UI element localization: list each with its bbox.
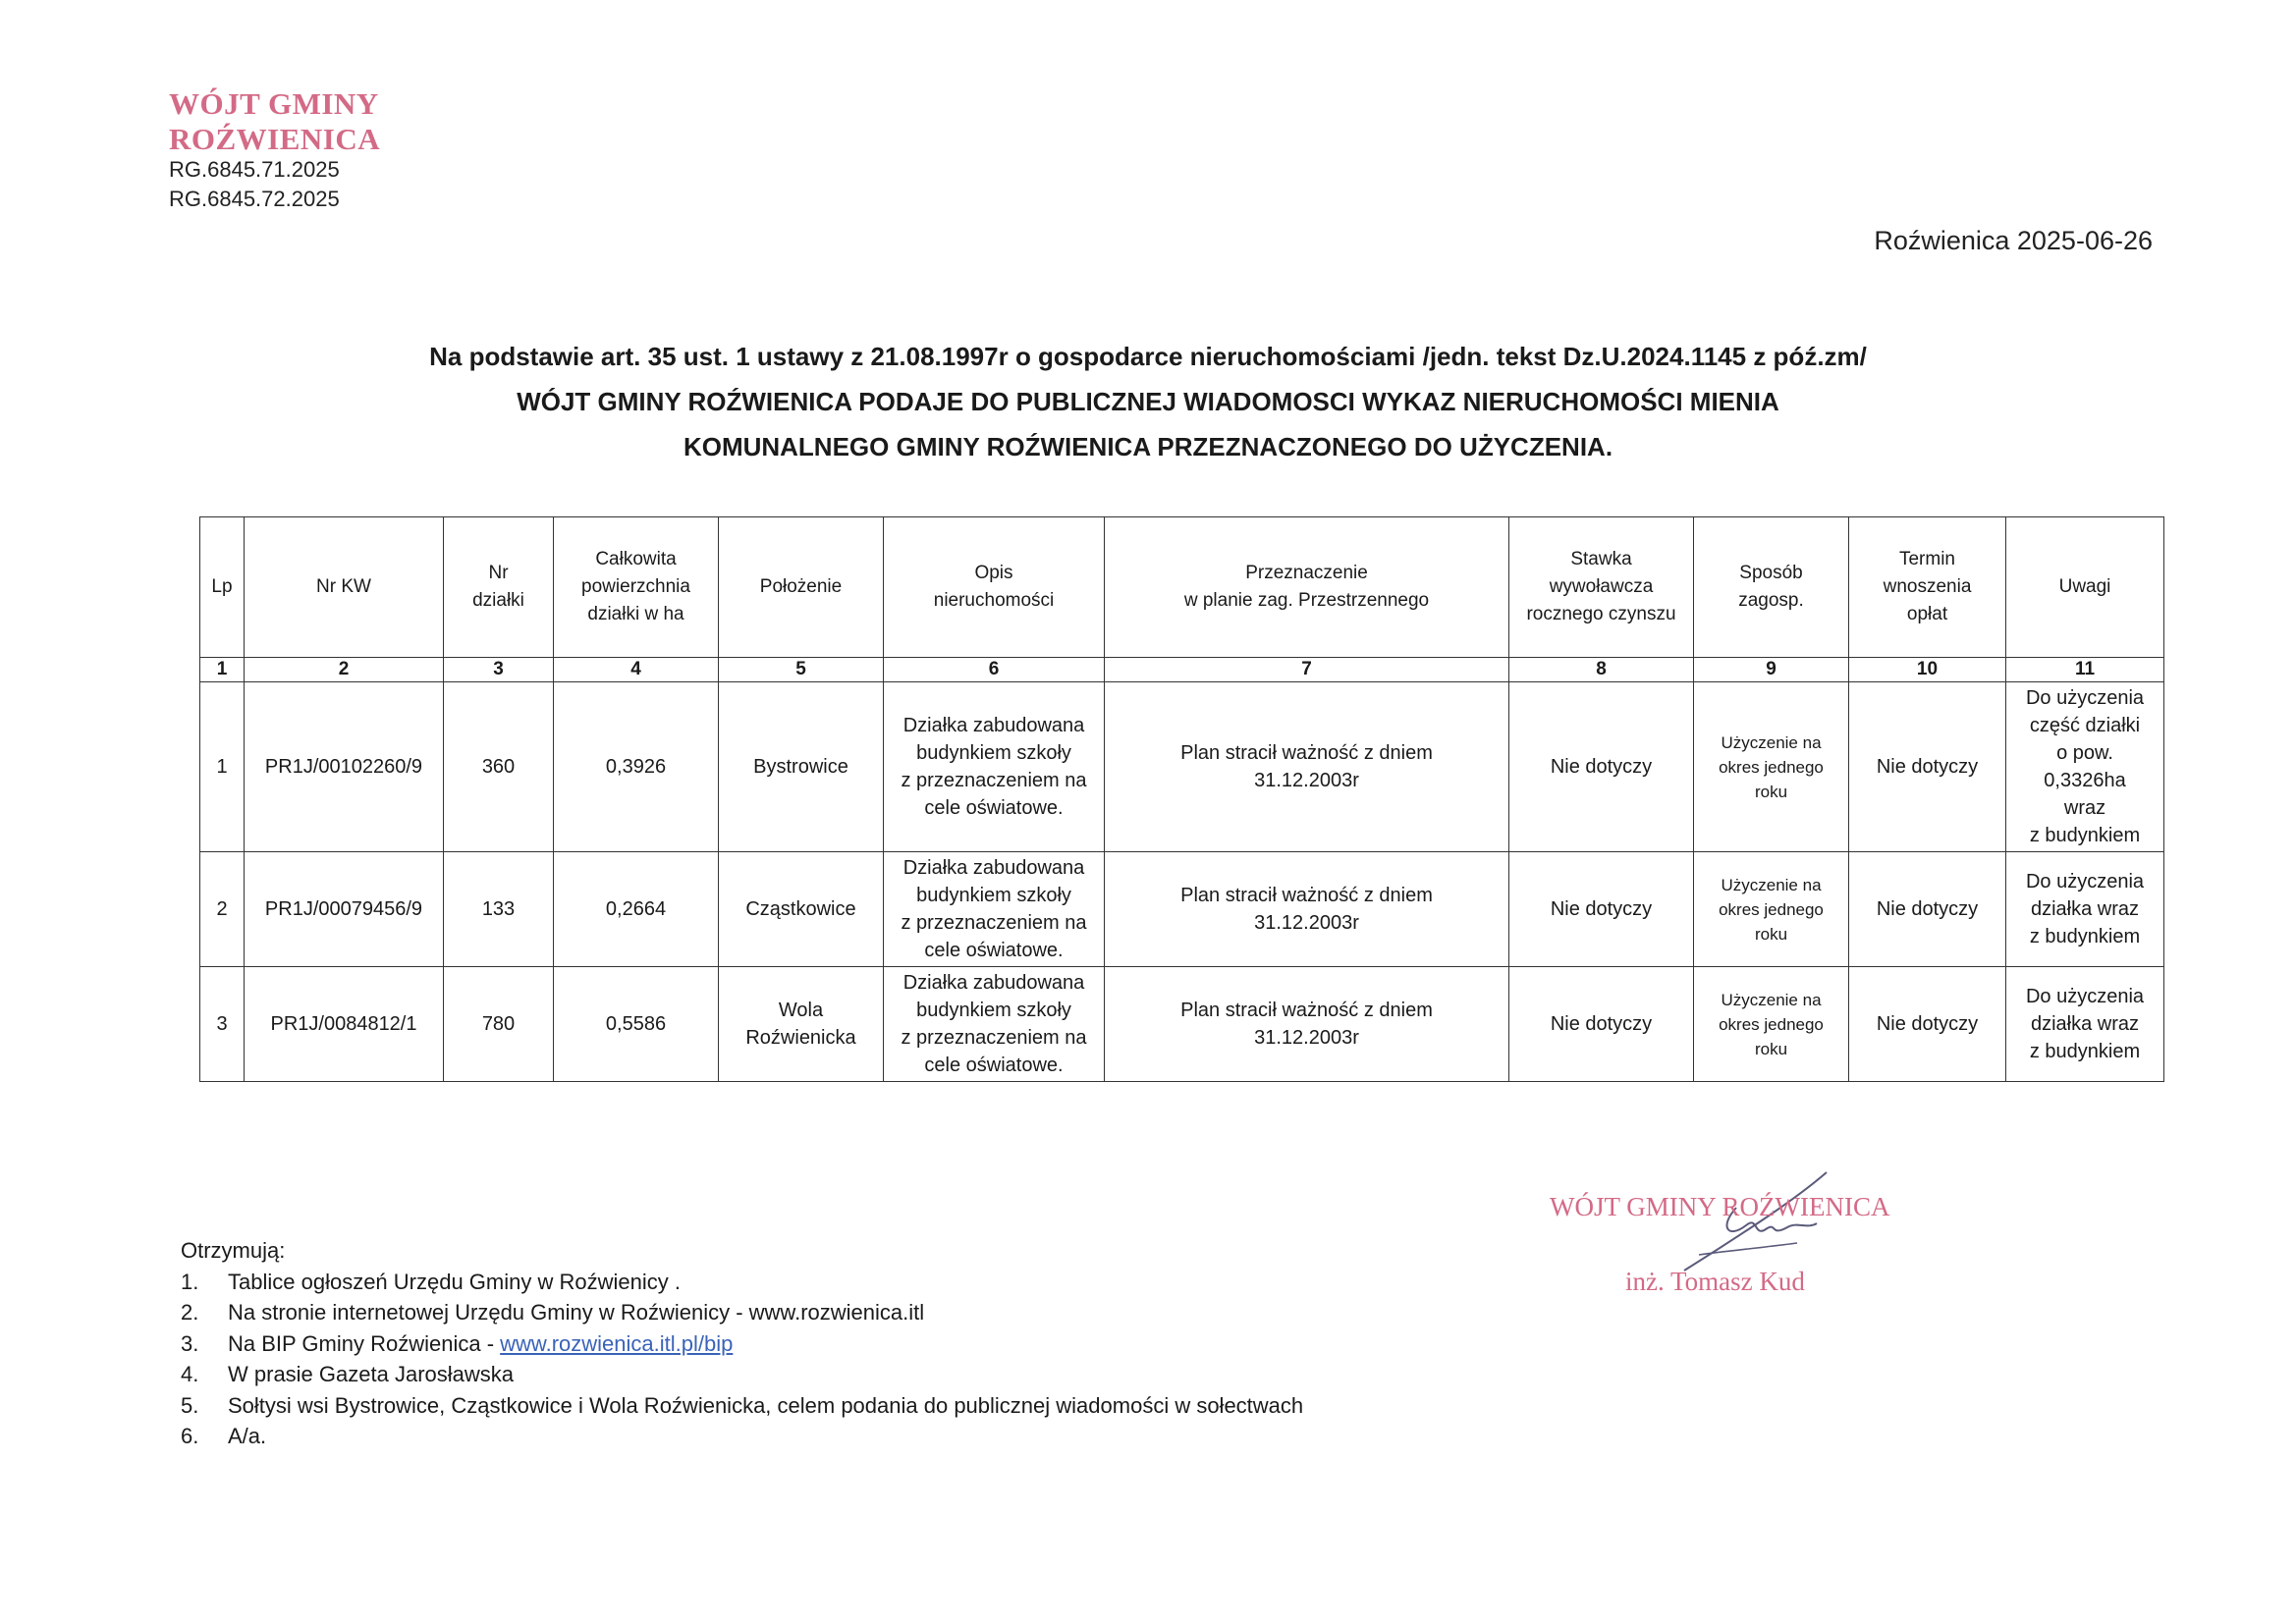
cell-line: budynkiem szkoły: [916, 885, 1071, 906]
cell-line: Stawka: [1570, 549, 1632, 569]
cell-line: okres jednego: [1719, 757, 1824, 777]
cell-lp: [200, 967, 245, 1082]
list-item-text: W prasie Gazeta Jarosławska: [228, 1362, 514, 1386]
cell-termin: [1849, 967, 2006, 1082]
cell-line: Uwagi: [2058, 576, 2111, 597]
cell-line: w planie zag. Przestrzennego: [1183, 590, 1430, 611]
cell-line: PR1J/00102260/9: [264, 756, 423, 778]
cell-line: 133: [481, 898, 516, 920]
column-header: [884, 517, 1105, 658]
cell-line: Plan stracił ważność z dniem: [1180, 1000, 1433, 1021]
cell-przeznaczenie: [1105, 852, 1509, 967]
list-item-number: 5.: [181, 1392, 199, 1418]
office-stamp: [169, 86, 424, 157]
cell-przeznaczenie: [1105, 682, 1509, 852]
cell-line: 0,2664: [605, 898, 667, 920]
cell-line: roku: [1754, 782, 1788, 801]
cell-line: Całkowita: [595, 549, 677, 569]
cell-line: wywoławcza: [1549, 576, 1654, 597]
cell-nr-dzialki: [444, 852, 554, 967]
table-header-row: [200, 517, 2164, 658]
stamp-line-2: ROŹWIENICA: [169, 122, 381, 156]
cell-line: Bystrowice: [753, 756, 848, 778]
cell-line: Przeznaczenie: [1245, 563, 1368, 583]
cell-line: 0,3926: [605, 756, 667, 778]
cell-line: 360: [481, 756, 516, 778]
list-item: [181, 1421, 1303, 1452]
column-number: 11: [2006, 658, 2164, 682]
table-row: [200, 967, 2164, 1082]
cell-nr-kw: [245, 967, 444, 1082]
column-number: 3: [444, 658, 554, 682]
cell-przeznaczenie: [1105, 967, 1509, 1082]
column-number: 8: [1509, 658, 1694, 682]
list-item-number: 4.: [181, 1362, 199, 1386]
cell-stawka: [1509, 682, 1694, 852]
cell-polozenie: [719, 682, 884, 852]
cell-line: Nie dotyczy: [1550, 898, 1653, 920]
cell-opis: [884, 682, 1105, 852]
cell-polozenie: [719, 852, 884, 967]
cell-line: Wola: [778, 1000, 824, 1021]
cell-termin: [1849, 852, 2006, 967]
cell-nr-dzialki: [444, 682, 554, 852]
cell-sposob: [1694, 682, 1849, 852]
cell-line: działki w ha: [587, 604, 684, 624]
cell-lp: [200, 682, 245, 852]
case-number: RG.6845.72.2025: [169, 187, 340, 211]
column-header: [1694, 517, 1849, 658]
cell-line: powierzchnia: [581, 576, 690, 597]
column-number: 10: [1849, 658, 2006, 682]
cell-opis: [884, 967, 1105, 1082]
cell-nr-kw: [245, 682, 444, 852]
list-item: [181, 1328, 1303, 1360]
cell-uwagi: [2006, 852, 2164, 967]
heading-line-2: WÓJT GMINY ROŹWIENICA PODAJE DO PUBLICZNEJ WIADOMOSCI WYKAZ NIERUCHOMOŚCI MIENIA: [517, 387, 1779, 416]
cell-line: wnoszenia: [1883, 576, 1972, 597]
cell-line: Działka zabudowana: [902, 972, 1085, 994]
cell-line: działki: [472, 590, 524, 611]
cell-line: Działka zabudowana: [902, 857, 1085, 879]
cell-sposob: [1694, 852, 1849, 967]
list-item-text: Sołtysi wsi Bystrowice, Cząstkowice i Wola Roźwienicka, celem podania do publicznej wiadomości w sołectwach: [228, 1392, 1304, 1418]
cell-line: Działka zabudowana: [902, 715, 1085, 736]
cell-line: roku: [1754, 1039, 1788, 1058]
heading-line-1: Na podstawie art. 35 ust. 1 ustawy z 21.08.1997r o gospodarce nieruchomościami /jedn. tekst Dz.U.2024.1145 z póź.zm/: [429, 342, 1867, 371]
cell-line: Użyczenie na: [1721, 875, 1822, 894]
cell-line: zagosp.: [1738, 590, 1804, 611]
cell-powierzchnia: [554, 967, 719, 1082]
recipients-list: [181, 1267, 1303, 1452]
cell-line: Położenie: [759, 576, 843, 597]
cell-line: Lp: [211, 576, 233, 597]
list-item: [181, 1267, 1303, 1298]
cell-line: 31.12.2003r: [1254, 912, 1359, 934]
list-item: [181, 1390, 1303, 1422]
cell-line: 780: [481, 1013, 516, 1035]
property-table: [199, 516, 2164, 1082]
place-date: Roźwienica 2025-06-26: [1874, 226, 2153, 255]
cell-line: roku: [1754, 924, 1788, 944]
cell-line: z przeznaczeniem na: [901, 770, 1087, 791]
cell-line: Sposób: [1739, 563, 1803, 583]
cell-line: Plan stracił ważność z dniem: [1180, 885, 1433, 906]
cell-line: Nie dotyczy: [1876, 756, 1979, 778]
cell-line: Do użyczenia: [2025, 687, 2145, 709]
cell-line: budynkiem szkoły: [916, 1000, 1071, 1021]
cell-line: Nr KW: [316, 576, 371, 597]
cell-line: 0,3326ha: [2044, 770, 2126, 791]
list-item: [181, 1359, 1303, 1390]
column-number: 7: [1105, 658, 1509, 682]
cell-line: 31.12.2003r: [1254, 770, 1359, 791]
column-header: [200, 517, 245, 658]
cell-nr-dzialki: [444, 967, 554, 1082]
cell-powierzchnia: [554, 682, 719, 852]
cell-line: działka wraz: [2030, 898, 2140, 920]
column-header: [245, 517, 444, 658]
cell-line: Nie dotyczy: [1876, 1013, 1979, 1035]
cell-stawka: [1509, 852, 1694, 967]
column-number: 4: [554, 658, 719, 682]
stamp-line-1: WÓJT GMINY: [169, 86, 379, 121]
cell-nr-kw: [245, 852, 444, 967]
cell-line: o pow.: [2056, 742, 2113, 764]
cell-line: część działki: [2029, 715, 2141, 736]
cell-line: 1: [216, 756, 228, 778]
cell-line: 31.12.2003r: [1254, 1027, 1359, 1049]
cell-powierzchnia: [554, 852, 719, 967]
cell-stawka: [1509, 967, 1694, 1082]
cell-line: Nie dotyczy: [1876, 898, 1979, 920]
list-item-number: 3.: [181, 1330, 199, 1356]
cell-lp: [200, 852, 245, 967]
list-item-text: Na BIP Gminy Roźwienica - www.rozwienica.itl.pl/bip: [228, 1330, 734, 1356]
column-number: 9: [1694, 658, 1849, 682]
cell-line: z przeznaczeniem na: [901, 1027, 1087, 1049]
cell-line: 3: [216, 1013, 228, 1035]
list-item-text: A/a.: [228, 1424, 267, 1448]
cell-line: budynkiem szkoły: [916, 742, 1071, 764]
list-item-text: Na stronie internetowej Urzędu Gminy w Roźwienicy - www.rozwienica.itl: [228, 1300, 925, 1325]
cell-line: PR1J/00079456/9: [264, 898, 423, 920]
column-header: [719, 517, 884, 658]
list-item-number: 2.: [181, 1300, 199, 1325]
column-number: 6: [884, 658, 1105, 682]
document-heading: [0, 334, 2296, 469]
list-item-number: 1.: [181, 1269, 199, 1294]
column-header: [2006, 517, 2164, 658]
column-header: [554, 517, 719, 658]
column-number: 2: [245, 658, 444, 682]
table-row: [200, 682, 2164, 852]
cell-line: działka wraz: [2030, 1013, 2140, 1035]
column-number: 5: [719, 658, 884, 682]
cell-line: z budynkiem: [2029, 926, 2141, 947]
handwritten-signature: [1660, 1168, 1856, 1276]
column-number: 1: [200, 658, 245, 682]
cell-termin: [1849, 682, 2006, 852]
cell-line: Termin: [1898, 549, 1955, 569]
column-number-row: [200, 658, 2164, 682]
cell-line: Roźwienicka: [745, 1027, 856, 1049]
cell-line: 2: [216, 898, 228, 920]
cell-line: Cząstkowice: [745, 898, 856, 920]
cell-line: wraz: [2063, 797, 2106, 819]
cell-line: z budynkiem: [2029, 1041, 2141, 1062]
cell-line: Użyczenie na: [1721, 990, 1822, 1009]
cell-line: PR1J/0084812/1: [270, 1013, 417, 1035]
column-header: [1849, 517, 2006, 658]
bip-link[interactable]: www.rozwienica.itl.pl/bip: [500, 1330, 734, 1356]
cell-uwagi: [2006, 967, 2164, 1082]
cell-line: opłat: [1906, 604, 1948, 624]
recipients-title: Otrzymują:: [181, 1238, 286, 1263]
cell-line: Nie dotyczy: [1550, 1013, 1653, 1035]
list-item: [181, 1297, 1303, 1328]
cell-line: nieruchomości: [933, 590, 1055, 611]
cell-line: Użyczenie na: [1721, 732, 1822, 752]
cell-line: Nr: [488, 563, 509, 583]
column-header: [1509, 517, 1694, 658]
cell-line: cele oświatowe.: [924, 797, 1064, 819]
signature-name: inż. Tomasz Kud: [1625, 1267, 1805, 1296]
case-numbers: [169, 155, 340, 214]
cell-line: cele oświatowe.: [924, 1055, 1064, 1076]
cell-line: 0,5586: [605, 1013, 667, 1035]
list-item-text: Tablice ogłoszeń Urzędu Gminy w Roźwienicy .: [228, 1269, 681, 1294]
table-row: [200, 852, 2164, 967]
cell-polozenie: [719, 967, 884, 1082]
cell-line: Opis: [974, 563, 1013, 583]
column-header: [1105, 517, 1509, 658]
cell-line: z budynkiem: [2029, 825, 2141, 846]
cell-line: Nie dotyczy: [1550, 756, 1653, 778]
cell-uwagi: [2006, 682, 2164, 852]
signature-title: WÓJT GMINY ROŹWIENICA: [1550, 1192, 1890, 1221]
recipients: [181, 1235, 1303, 1452]
cell-line: Do użyczenia: [2025, 986, 2145, 1007]
column-header: [444, 517, 554, 658]
cell-sposob: [1694, 967, 1849, 1082]
cell-opis: [884, 852, 1105, 967]
list-item-number: 6.: [181, 1424, 199, 1448]
case-number: RG.6845.71.2025: [169, 157, 340, 182]
cell-line: Do użyczenia: [2025, 871, 2145, 893]
cell-line: Plan stracił ważność z dniem: [1180, 742, 1433, 764]
cell-line: cele oświatowe.: [924, 940, 1064, 961]
cell-line: okres jednego: [1719, 899, 1824, 919]
cell-line: rocznego czynszu: [1526, 604, 1676, 624]
cell-line: okres jednego: [1719, 1014, 1824, 1034]
heading-line-3: KOMUNALNEGO GMINY ROŹWIENICA PRZEZNACZONEGO DO UŻYCZENIA.: [683, 432, 1613, 461]
cell-line: z przeznaczeniem na: [901, 912, 1087, 934]
